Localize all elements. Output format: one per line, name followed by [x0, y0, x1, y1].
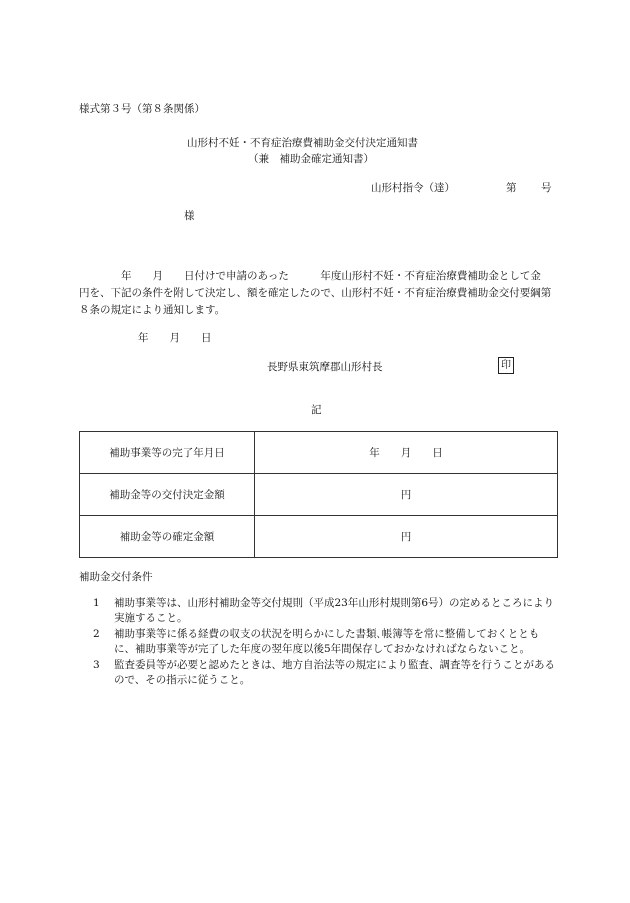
- list-item: [79, 596, 559, 626]
- seal-box: 印: [498, 357, 514, 374]
- conditions-heading: 補助金交付条件: [79, 571, 153, 583]
- notice-date: 年 月 日: [138, 332, 212, 344]
- table-label: 補助金等の確定金額: [80, 516, 255, 558]
- table-value: 年 月 日: [255, 432, 558, 474]
- list-item-number: 3: [93, 659, 100, 671]
- table-value: 円: [255, 474, 558, 516]
- conditions-list: [79, 596, 559, 689]
- document-title: 山形村不妊・不育症治療費補助金交付決定通知書: [187, 137, 418, 149]
- table-row: [80, 432, 558, 474]
- info-table: [79, 431, 558, 558]
- ki-heading: 記: [311, 404, 322, 416]
- form-number: 様式第３号（第８条関係）: [79, 103, 205, 115]
- list-item: [79, 658, 559, 688]
- table-row: [80, 516, 558, 558]
- list-item-text: 補助事業等は、山形村補助金等交付規則（平成23年山形村規則第6号）の定めるところにより実施すること。: [114, 597, 555, 624]
- body-text: 年 月 日付けで申請のあった 年度山形村不妊・不育症治療費補助金として金 円を、下記の条件を附して決定し、額を確定したので、山形村不妊・不育症治療費補助金交付要綱第８条の規定により通知します。: [79, 270, 604, 316]
- table-row: [80, 474, 558, 516]
- list-item: [79, 627, 559, 657]
- doc-number-prefix: 山形村指令（達）: [371, 182, 455, 194]
- list-item-number: 2: [93, 628, 100, 640]
- table-value: 円: [255, 516, 558, 558]
- list-item-text: 補助事業等に係る経費の収支の状況を明らかにした書類､帳簿等を常に整備しておくとともに、補助事業等が完了した年度の翌年度以後5年間保存しておかなければならないこと。: [114, 628, 540, 655]
- document-subtitle: （兼 補助金確定通知書）: [248, 153, 374, 165]
- table-label: 補助事業等の完了年月日: [80, 432, 255, 474]
- doc-number-go: 号: [541, 182, 552, 194]
- issuer-name: 長野県東筑摩郡山形村長: [267, 361, 383, 373]
- doc-number-dai: 第: [506, 182, 517, 194]
- list-item-number: 1: [93, 597, 100, 609]
- table-label: 補助金等の交付決定金額: [80, 474, 255, 516]
- addressee-suffix: 様: [184, 210, 195, 222]
- list-item-text: 監査委員等が必要と認めたときは、地方自治法等の規定により監査、調査等を行うことがあるので、その指示に従うこと。: [114, 659, 555, 686]
